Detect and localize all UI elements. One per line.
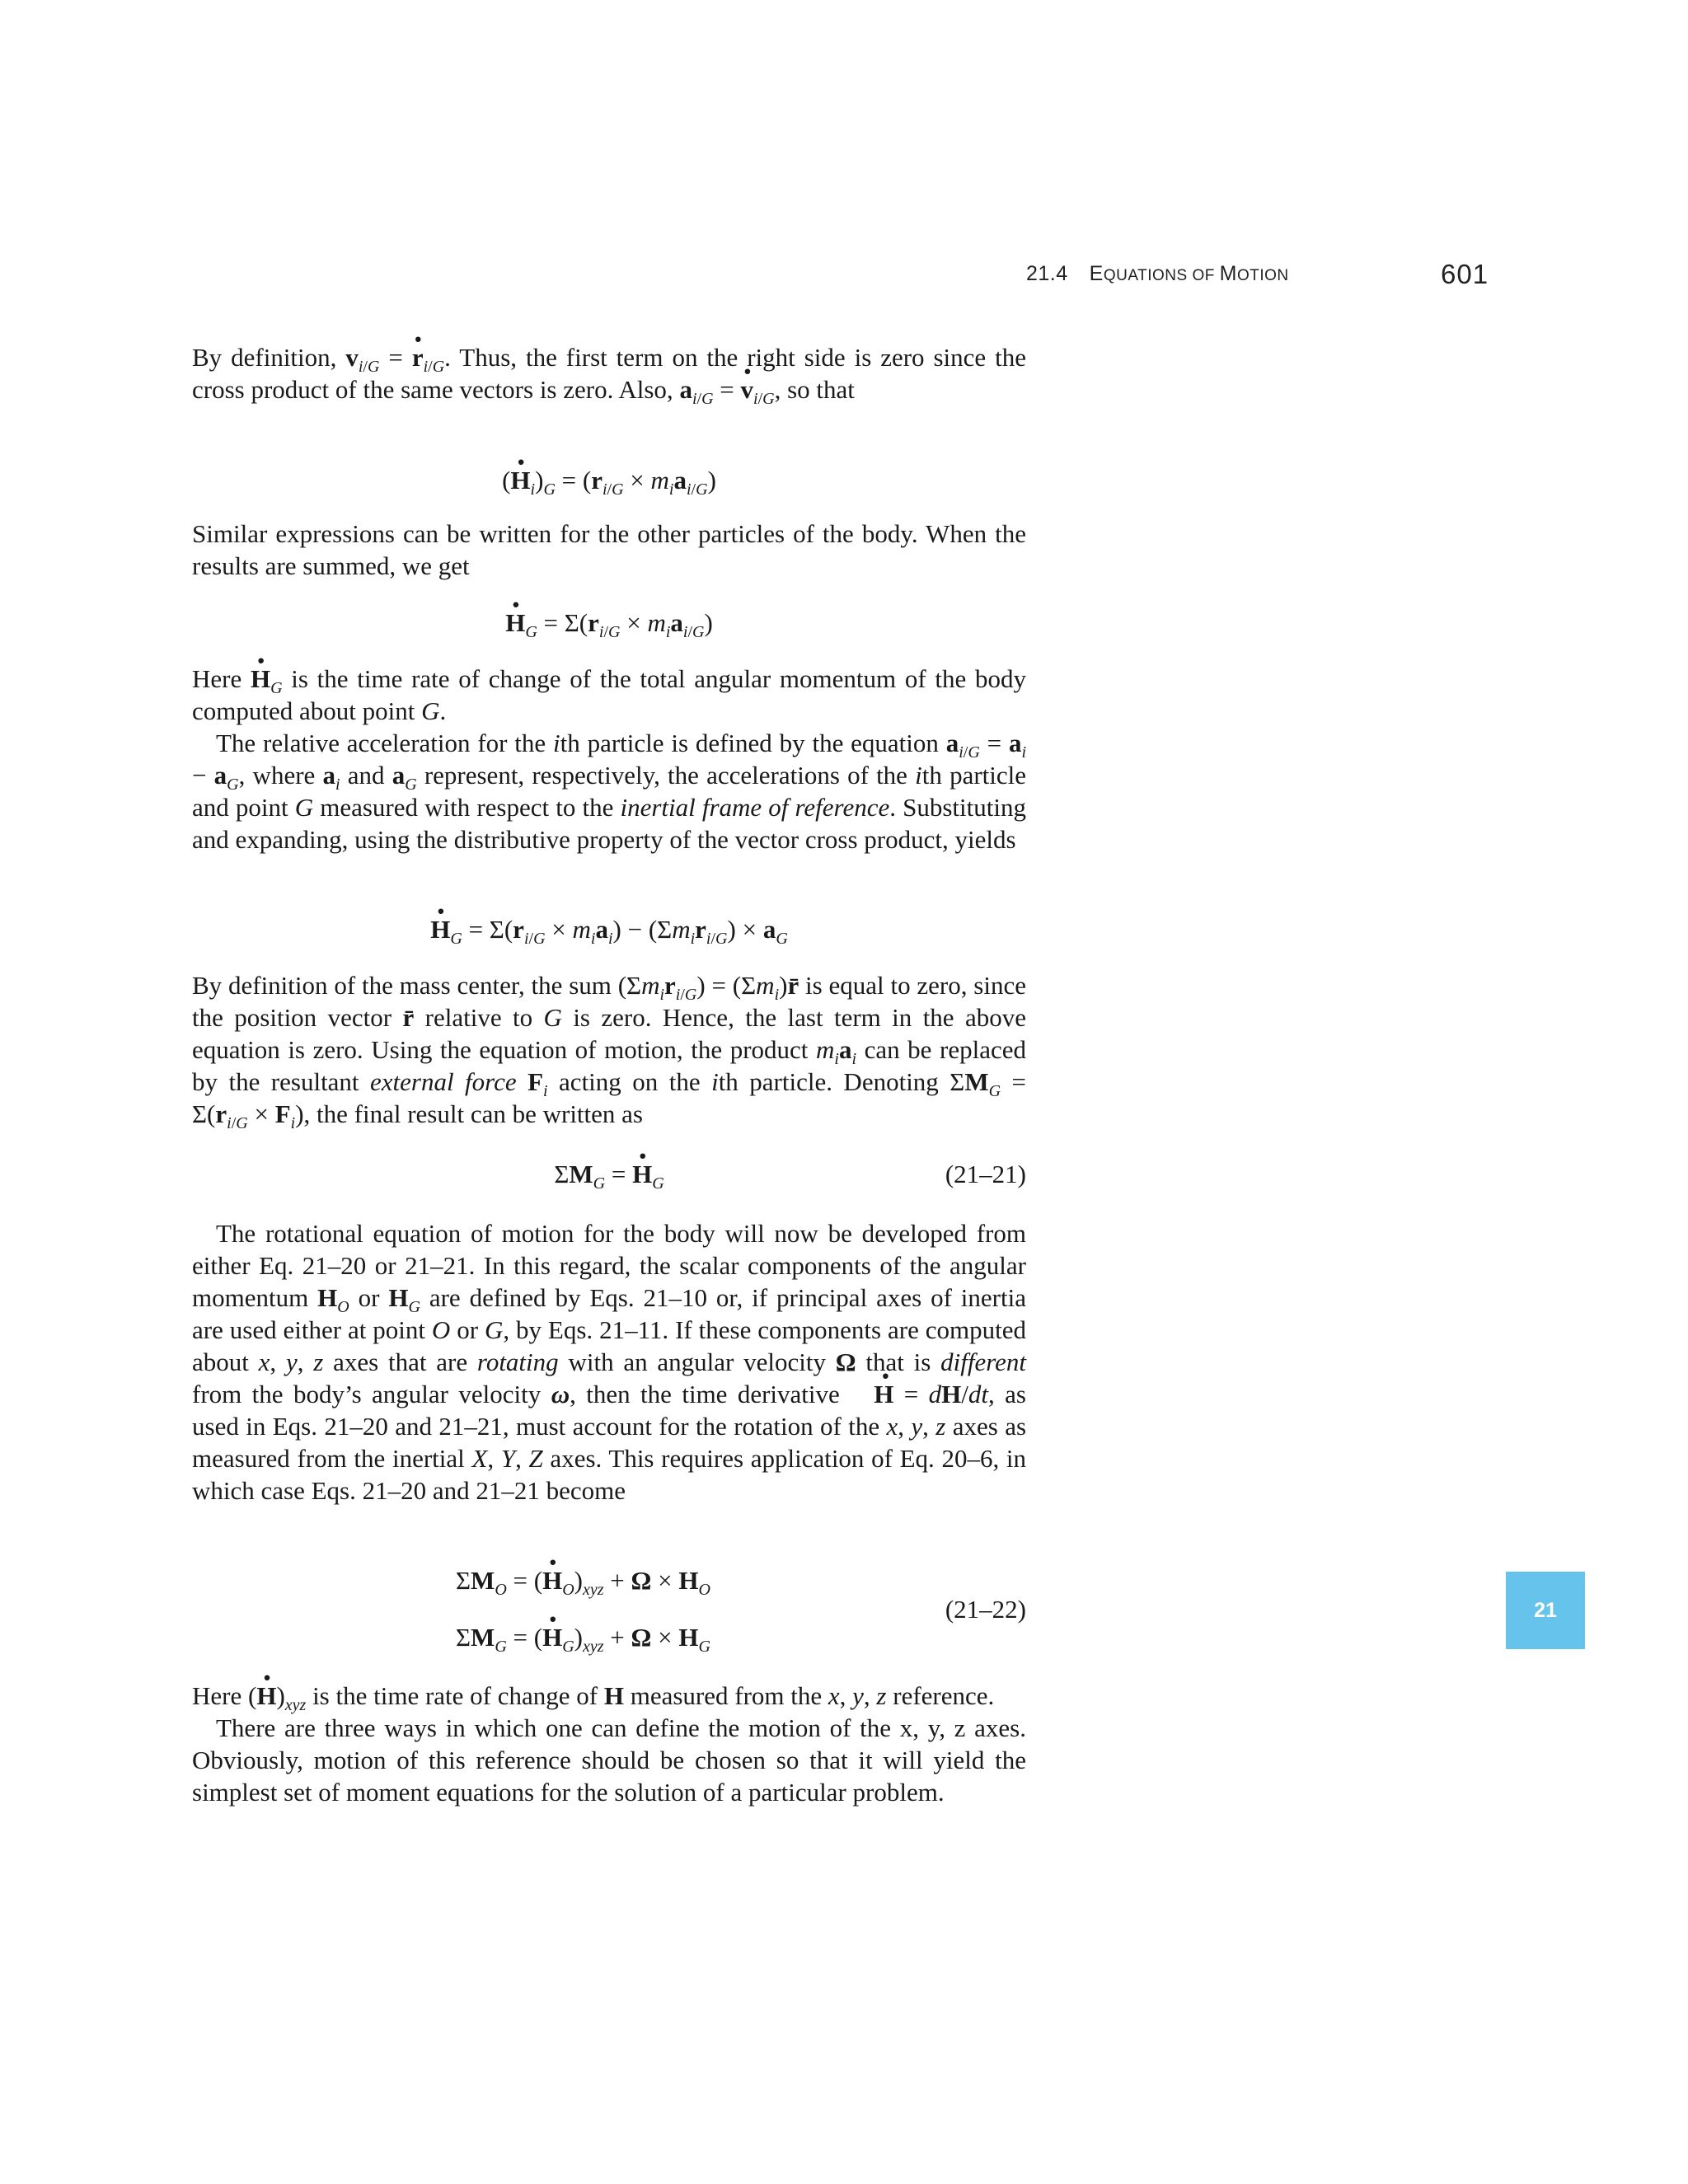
equation-21-21: $\Sigma M_G = H \cdot_G$ (21–21): [192, 1158, 1026, 1190]
chapter-tab: 21: [1506, 1572, 1585, 1649]
equation-hg-dot-sum: $H \cdot_G = \Sigma(r_{i/G} \times m_ia_{i/G})$: [192, 607, 1026, 639]
paragraph-6: The rotational equation of motion for the body will now be developed from either Eq. 21–20 or 21–21. In this regard, the scalar components of the angular momentum $H_O$ or $H_G$ are defined by Eqs. 21–10 or, if principal axes of inertia are used either at point O or G, by Eqs. 21–11. If these components are computed about x, y, z axes that are rotating with an angular velocity Ω that is different from the body’s angular velocity ω, then the time derivative H · = dH/dt, as used in Eqs. 21–20 and 21–21, must account for the rotation of the x, y, z axes as measured from the inertial X, Y, Z axes. This requires application of Eq. 20–6, in which case Eqs. 21–20 and 21–21 become: [192, 1217, 1026, 1507]
paragraph-4: The relative acceleration for the ith particle is defined by the equation $a_{i/G} = a_i - a_G$, where $a_i$ and $a_G$ represent, respectively, the accelerations of the ith particle and point G measured with respect to the inertial frame of reference. Substituting and expanding, using the distributive property of the vector cross product, yields: [192, 729, 1027, 854]
equation-21-22: [192, 1564, 1026, 1655]
equation-hidot-g: $(H \cdot_i)_G = (r_{i/G} \times m_ia_{i/G})$: [192, 464, 1026, 496]
equation-21-22-line-2: $\Sigma M_G = (H \cdot_G)_{xyz} + \Omega \times H_G$: [456, 1621, 710, 1653]
equation-number-21-21: (21–21): [945, 1160, 1026, 1188]
paragraph-3: Here $H \cdot_G$ is the time rate of change of the total angular momentum of the body computed about point G. The relative acceleration for the ith particle is defined by the equation $a_{i/G} = a_i - a_G$, where $a_i$ and $a_G$ represent, respectively, the accelerations of the ith particle and point G measured with respect to the inertial frame of reference. Substituting and expanding, using the distributive property of the vector cross product, yields: [192, 663, 1026, 855]
equation-hg-dot-expanded: $H \cdot_G = \Sigma(r_{i/G} \times m_ia_i) - (\Sigma m_ir_{i/G}) \times a_G$: [192, 913, 1026, 945]
page-number: 601: [1441, 259, 1489, 289]
section-title: EQUATIONS OF MOTION: [1089, 262, 1289, 285]
paragraph-1: By definition, $v_{i/G} = r \cdot_{i/G}$. Thus, the first term on the right side is zero since the cross product of the same vectors is zero. Also, $a_{i/G} = v \cdot_{i/G}$, so that: [192, 341, 1026, 405]
paragraph-7: Here $(H \cdot)_{xyz}$ is the time rate of change of H measured from the x, y, z reference. There are three ways in which one can define the motion of the x, y, z axes. Obviously, motion of this reference should be chosen so that it will yield the simplest set of moment equations for the solution of a particular problem.: [192, 1680, 1026, 1808]
running-head: [1026, 262, 1289, 286]
equation-number-21-22: (21–22): [945, 1595, 1026, 1624]
section-number: 21.4: [1026, 262, 1068, 285]
equation-21-22-line-1: $\Sigma M_O = (H \cdot_O)_{xyz} + \Omega \times H_O$: [456, 1564, 710, 1596]
paragraph-2: Similar expressions can be written for the other particles of the body. When the results are summed, we get: [192, 519, 1026, 580]
paragraph-5: By definition of the mass center, the sum $(\Sigma m_ir_{i/G})$ = $(\Sigma m_i)r̄$ is equal to zero, since the position vector r̄ relative to G is zero. Hence, the last term in the above equation is zero. Using the equation of motion, the product $m_ia_i$ can be replaced by the resultant external force $F_i$ acting on the ith particle. Denoting $\Sigma M_G = \Sigma(r_{i/G} \times F_i)$, the final result can be written as: [192, 971, 1026, 1132]
paragraph-8: There are three ways in which one can define the motion of the x, y, z axes. Obviously, motion of this reference should be chosen so that it will yield the simplest set of moment equations for the solution of a particular problem.: [192, 1713, 1026, 1807]
